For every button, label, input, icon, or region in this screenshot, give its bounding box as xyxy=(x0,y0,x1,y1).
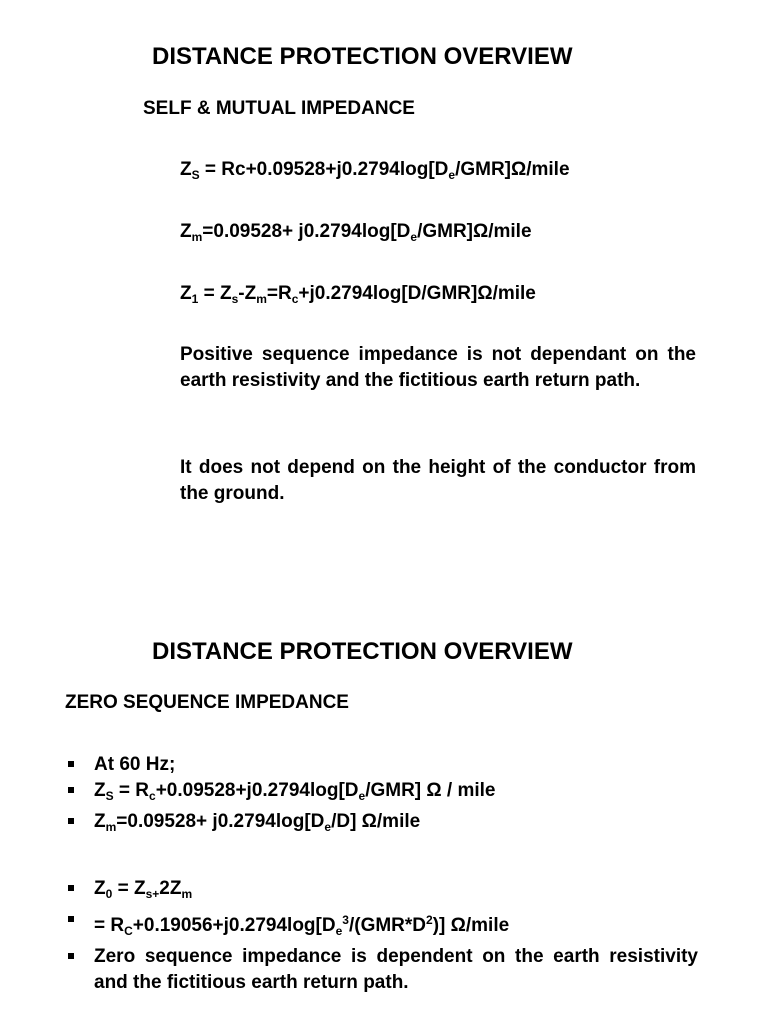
positive-sequence-equation: $Z_1$ = $Z_s-Z_m=R_c+j0.2794\log[D/GMR]\Omega$/mile xyxy=(180,283,536,306)
bullet-zero-seq-formula: = $R_C+0.19056+j0.2794\log[D_e^3/(GMR*D^2)]$ Ω/mile xyxy=(66,907,698,944)
slide1-subtitle: SELF & MUTUAL IMPEDANCE xyxy=(143,98,415,119)
bullet-square-icon xyxy=(68,787,74,793)
bullet-square-icon xyxy=(68,761,74,767)
zero-seq-bullets-group2 xyxy=(66,876,698,996)
bullet-mutual-impedance: $Z_m=0.09528+ j0.2794\log[D_e/D]$ Ω/mile xyxy=(66,809,698,840)
zero-seq-bullets-group1 xyxy=(66,752,698,840)
slide2-subtitle: ZERO SEQUENCE IMPEDANCE xyxy=(65,692,349,713)
bullet-zero-seq-note: Zero sequence impedance is dependent on the earth resistivity and the fictitious earth return path. xyxy=(66,944,698,996)
slide2-title: DISTANCE PROTECTION OVERVIEW xyxy=(152,638,573,665)
bullet-self-impedance: $Z_S = R_c+0.09528+j0.2794\log[D_e/GMR]$ Ω / mile xyxy=(66,778,698,809)
self-impedance-equation: $Z_S$ = $Rc+0.09528+j0.2794\log[D_e/GMR]\Omega$/mile xyxy=(180,159,570,182)
slide1-title: DISTANCE PROTECTION OVERVIEW xyxy=(152,43,573,70)
conductor-height-note: It does not depend on the height of the conductor from the ground. xyxy=(180,457,696,504)
mutual-impedance-equation: $Z_m=0.09528+$ $j0.2794\log[D_e/GMR]\Omega$/mile xyxy=(180,221,532,244)
bullet-square-icon xyxy=(68,916,74,922)
bullet-zero-seq-def: $Z_0 = Z_{s+}2Z_m$ xyxy=(66,876,698,907)
bullet-square-icon xyxy=(68,818,74,824)
positive-sequence-note: Positive sequence impedance is not dependant on the earth resistivity and the fictitious earth return path. xyxy=(180,344,696,391)
bullet-square-icon xyxy=(68,953,74,959)
bullet-square-icon xyxy=(68,885,74,891)
bullet-frequency: At 60 Hz; xyxy=(66,752,698,778)
